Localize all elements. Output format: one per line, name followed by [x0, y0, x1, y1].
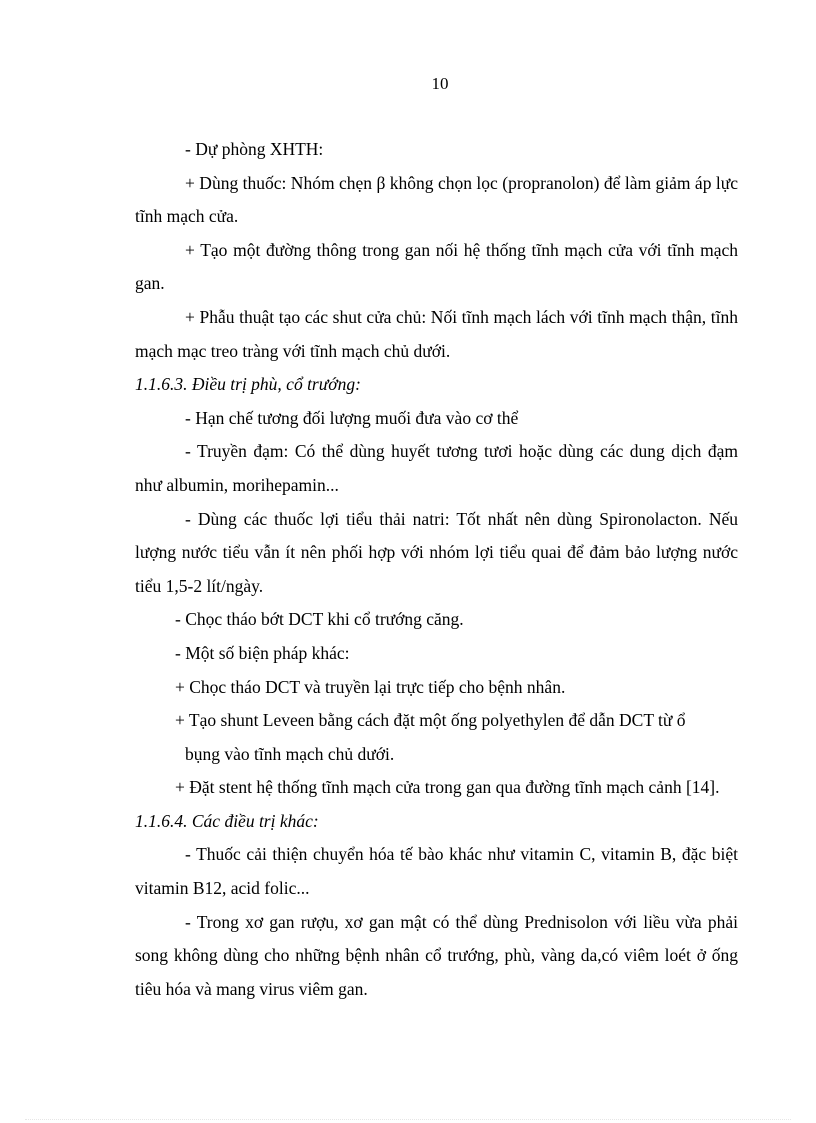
paragraph-prednisolon: - Trong xơ gan rượu, xơ gan mật có thể dùng Prednisolon với liều vừa phải song không dùng cho những bệnh nhân cổ trướng, phù, vàng da,có viêm loét ở ống tiêu hóa và mang virus viêm gan.	[135, 911, 738, 999]
paragraph-surgical-shunt: + Phẫu thuật tạo các shut cửa chủ: Nối tĩnh mạch lách với tĩnh mạch thận, tĩnh mạch mạc treo tràng với tĩnh mạch chủ dưới.	[135, 306, 738, 361]
paragraph-salt-restriction: - Hạn chế tương đối lượng muối đưa vào cơ thể	[185, 407, 519, 428]
paragraph-prevention-heading: - Dự phòng XHTH:	[185, 139, 324, 159]
paragraph-tips-shunt: + Tạo một đường thông trong gan nối hệ thống tĩnh mạch cửa với tĩnh mạch gan.	[135, 239, 738, 294]
paragraph-protein-infusion: - Truyền đạm: Có thể dùng huyết tương tươi hoặc dùng các dung dịch đạm như albumin, morihepamin...	[135, 441, 738, 495]
section-heading-1164: 1.1.6.4. Các điều trị khác:	[135, 810, 319, 831]
paragraph-paracentesis: - Chọc tháo bớt DCT khi cổ trướng căng.	[175, 609, 464, 630]
section-heading-1163: 1.1.6.3. Điều trị phù, cổ trướng:	[135, 374, 361, 395]
leveen-shunt-line-2: bụng vào tĩnh mạch chủ dưới.	[185, 743, 395, 764]
paragraph-portal-stent: + Đặt stent hệ thống tĩnh mạch cửa trong gan qua đường tĩnh mạch cảnh [14].	[175, 777, 720, 798]
page-number: 10	[431, 74, 449, 93]
footer-divider	[25, 1119, 791, 1120]
paragraph-metabolism-drugs: - Thuốc cải thiện chuyển hóa tế bào khác như vitamin C, vitamin B, đặc biệt vitamin B12, acid folic...	[135, 844, 738, 899]
leveen-shunt-line-1: + Tạo shunt Leveen bằng cách đặt một ống polyethylen để dẫn DCT từ ổ	[175, 710, 686, 731]
paragraph-drug-therapy: + Dùng thuốc: Nhóm chẹn β không chọn lọc (propranolon) để làm giảm áp lực tĩnh mạch cửa.	[135, 172, 738, 227]
paragraph-diuretics: - Dùng các thuốc lợi tiểu thải natri: Tốt nhất nên dùng Spironolacton. Nếu lượng nước tiểu vẫn ít nên phối hợp với nhóm lợi tiểu quai để đảm bảo lượng nước tiểu 1,5-2 lít/ngày.	[135, 508, 738, 596]
paragraph-leveen-shunt	[135, 704, 738, 771]
paragraph-other-measures: - Một số biện pháp khác:	[175, 642, 350, 663]
paragraph-reinfusion: + Chọc tháo DCT và truyền lại trực tiếp cho bệnh nhân.	[175, 676, 566, 697]
page-content	[135, 133, 738, 1006]
